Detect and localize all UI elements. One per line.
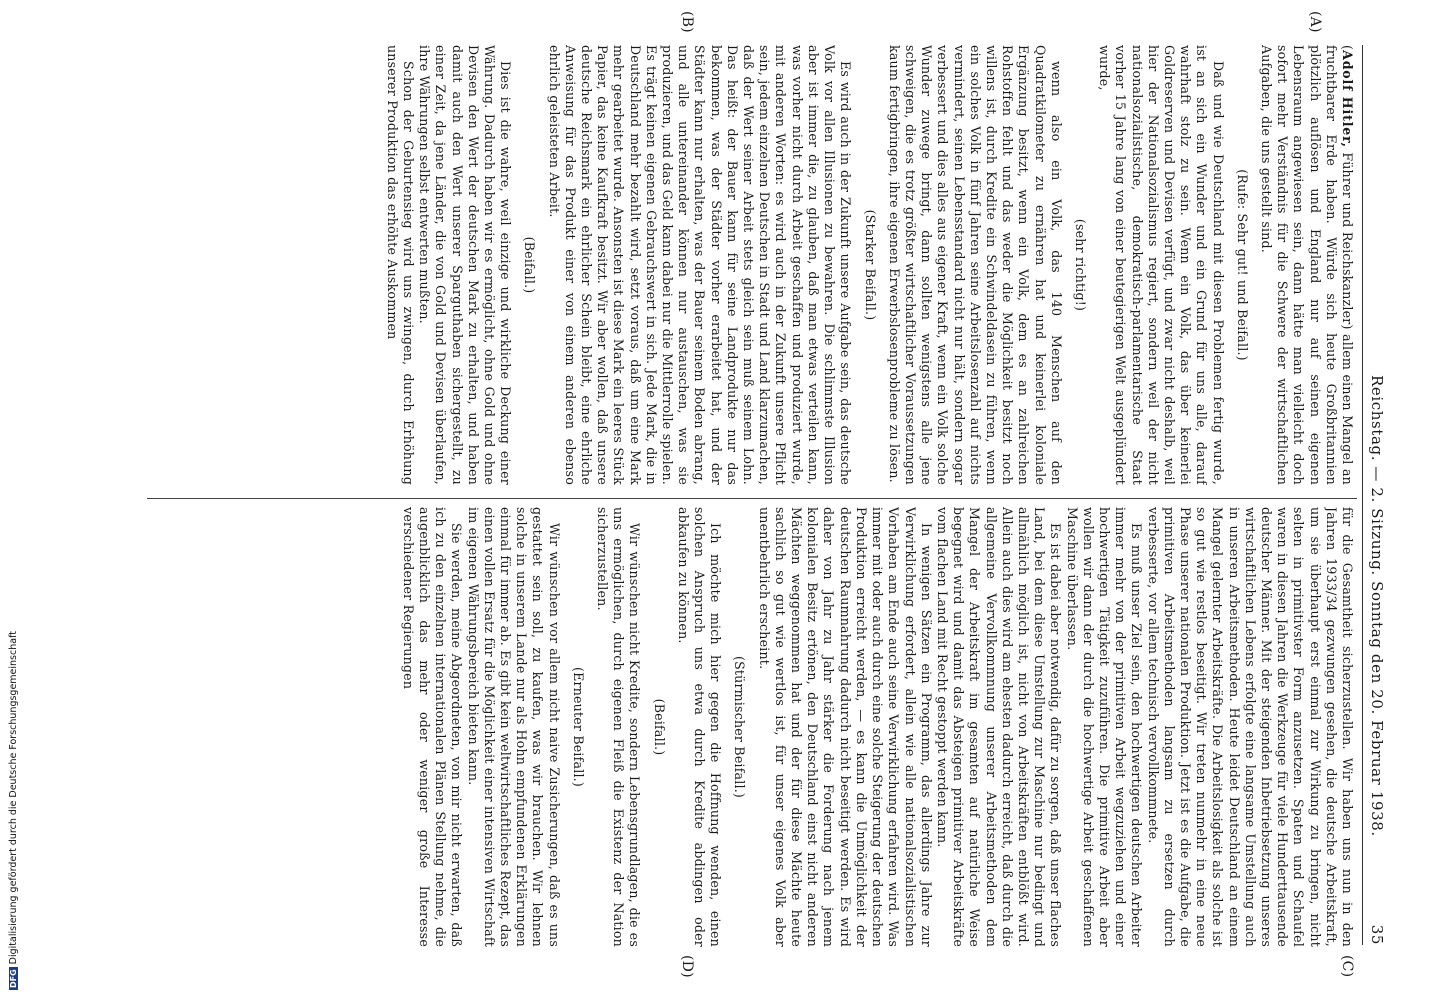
paragraph: Es wird auch in der Zukunft unsere Aufgabe sein, das deutsche Volk vor allen Illusionen zu bewahren. Die schlimmste Illusion aber ist immer die, zu glauben, daß man etwas verteilen kann, was vorher nicht durch Arbeit geschaffen und produziert wurde, mit anderen Worten: es wird auch in der Zukunft unsere Pflicht sein, jedem einzelnen Deutschen in Stadt und Land klarzumachen, daß der Wert seiner Arbeit stets gleich sein muß seinem Lohn. Das heißt: der Bauer kann für seine Landprodukte nur das bekommen, was der Städter vorher erarbeitet hat, und der Städter kann nur erhalten, was der Bauer seinem Boden abrang, und alle untereinander können nur austauschen, was sie produzieren, und das Geld kann dabei nur die Mittlerrolle spielen. Es trägt keinen eigenen Gebrauchswert in sich. Jede Mark, die in Deutschland mehr bezahlt wird, setzt voraus, daß um eine Mark mehr gearbeitet wurde. Ansonsten ist diese Mark ein leeres Stück Papier, das keine Kaufkraft besitzt. Wir aber wollen, daß unsere deutsche Reichsmark ein ehrlicher Schein bleibt, eine ehrliche Anweisung für das Produkt einer von einem anderen ebenso ehrlich geleisteten Arbeit. (546, 45, 854, 485)
interjection: (Rufe: Sehr gut! und Beifall.) (1234, 169, 1250, 361)
paragraph: Wir wünschen nicht Kredite, sondern Lebensgrundlagen, die es uns ermöglichen, durch eigenen Fleiß die Existenz der Nation sicherzustellen. (595, 507, 643, 947)
speaker-name: Adolf Hitler, (1340, 50, 1355, 148)
margin-mark-b: (B) (679, 11, 695, 33)
paragraph: Es muß unser Ziel sein, den hochwertigen deutschen Arbeiter immer mehr von der primitiven Arbeit wegzuziehen und einer hochwertigen Tätigkeit zuzuführen. Die primitive Arbeit aber wollen wir dann der durch die hochwertige Arbeit geschaffenen Maschine überlassen. (1064, 507, 1145, 947)
paragraph: In wenigen Sätzen ein Programm, das allerdings Jahre zur Verwirklichung erfordert, allein wie alle nationalsozialistischen Vorhaben am Ende auch seine Verwirklichung erfahren wird. Was immer mit oder auch durch eine solche Steigerung der deutschen Produktion erreicht werden, — es kann die Unmöglichkeit der deutschen Raumnahrung dadurch nicht beseitigt werden. Es wird daher von Jahr zu Jahr stärker die Forderung nach jenem kolonialen Besitz ertönen, den Deutschland einst nicht anderen Mächten weggenommen hat und der für diese Mächte heute sachlich so gut wie wertlos ist, für unser eigenes Volk aber unentbehrlich erscheint. (756, 507, 934, 947)
interjection: (Stürmischer Beifall.) (732, 655, 748, 799)
right-column (155, 507, 1355, 947)
paragraph: Wir wünschen vor allem nicht naive Zusicherungen, daß es uns gestattet sein soll, zu kaufen, was wir brauchen. Wir lehnen solche in unserem Lande nur als Hohn empfundenen Erklärungen einmal für immer ab. Es gibt kein weltwirtschaftliches Rezept, das einen vollen Ersatz für die Möglichkeit einer intensiven Wirtschaft im eigenen Währungsbereich bieten kann. (465, 507, 562, 947)
running-head-title: Reichstag. — 2. Sitzung. Sonntag den 20. Februar 1938. (1368, 375, 1386, 837)
interjection: (sehr richtig!) (1072, 218, 1088, 312)
dfg-logo: DFG (9, 969, 18, 988)
interjection: (Erneuter Beifall.) (570, 666, 586, 787)
interjection: (Beifall.) (522, 236, 538, 294)
margin-mark-a: (A) (1307, 11, 1323, 33)
credit-text: Digitalisierung gefördert durch die Deutsche Forschungsgemeinschaft (8, 631, 19, 965)
paragraph: Sie werden, meine Abgeordneten, von mir nicht erwarten, daß ich zu den einzelnen internationalen Plänen Stellung nehme, die augenblicklich das mehr oder weniger große Interesse verschiedener Regierungen (400, 507, 465, 947)
scanned-page (135, 11, 1386, 978)
header-rule (1362, 45, 1363, 945)
paragraph: Schon der Geburtensieg wird uns zwingen, durch Erhöhung unserer Produktion das erhöhte Auskommen (384, 45, 417, 485)
interjection: (Beifall.) (651, 698, 667, 756)
page-number: 35 (1368, 924, 1386, 945)
paragraph: (Adolf Hitler, Führer und Reichskanzler) allem einen Mangel an fruchtbarer Erde haben. Würde sich heute Großbritannien plötzlich auflösen und England nur auf seinen eigenen Lebensraum angewiesen sein, dann hätte man vielleicht doch sofort mehr Verständnis für die Schwere der wirtschaftlichen Aufgaben, die uns gestellt sind. (1258, 45, 1355, 485)
left-column (155, 45, 1355, 485)
paragraph: Dies ist die wahre, weil einzige und wirkliche Deckung einer Währung. Dadurch haben wir es ermöglicht, ohne Gold und ohne Devisen den Wert der deutschen Mark zu erhalten, und haben damit auch den Wert unserer Sparguthaben sichergestellt, zu einer Zeit, da jene Länder, die von Gold und Devisen überlaufen, ihre Währungen selbst entwerten mußten. (417, 45, 514, 485)
paragraph: Daß und wie Deutschland mit diesen Problemen fertig wurde, ist an sich ein Wunder und ein Grund für uns alle, darauf wahrhaft stolz zu sein. Wenn ein Volk, das über keinerlei Goldreserven und Devisen verfügt, und zwar nicht deshalb, weil hier der Nationalsozialismus regiert, sondern weil der nicht nationalsozialistische, demokratisch-parlamentarische Staat vorher 15 Jahre lang von einer beutegierigen Welt ausgeplündert wurde, (1097, 45, 1226, 485)
column-divider (147, 498, 1357, 499)
paragraph: Ich möchte mich hier gegen die Hoffnung wenden, einen solchen Anspruch uns etwa durch Kredite abdingen oder abkaufen zu können. (675, 507, 724, 947)
paragraph: Es ist dabei aber notwendig, dafür zu sorgen, daß unser flaches Land, bei dem diese Umstellung zur Maschine nur bedingt und allmählich möglich ist, nicht von Arbeitskräften entblößt wird. Allein auch dies wird am ehesten dadurch erreicht, daß durch die allgemeine Vervollkommnung unserer Arbeitsmethoden dem Mangel der Arbeitskraft im gesamten auf natürliche Weise begegnet wird und damit das Absteigen primitiver Arbeitskräfte vom flachen Land mit Recht gestoppt werden kann. (934, 507, 1064, 947)
interjection: (Starker Beifall.) (862, 209, 878, 321)
paragraph: für die Gesamtheit sicherzustellen. Wir haben uns nun in den Jahren 1933/34 gezwungen gesehen, die deutsche Arbeitskraft, um sie überhaupt erst einmal zur Wirkung zu bringen, nicht selten in primitivster Form anzusetzen. Spaten und Schaufel waren in diesen Jahren die Werkzeuge für viele Hunderttausende deutscher Männer. Mit der steigenden Inbetriebsetzung unseres wirtschaftlichen Lebens erfolgte eine langsame Umstellung auch in unseren Arbeitsmethoden. Heute leidet Deutschland an einem Mangel gelernter Arbeitskräfte. Die Arbeitslosigkeit als solche ist so gut wie restlos beseitigt. Wir treten nunmehr in eine neue Phase unserer nationalen Produktion. Jetzt ist es die Aufgabe, die primitiven Arbeitsmethoden langsam zu ersetzen durch verbesserte, vor allem technisch vervollkommnete. (1145, 507, 1355, 947)
digitization-credit (8, 631, 19, 990)
margin-mark-d: (D) (679, 955, 695, 978)
margin-mark-c: (C) (1339, 955, 1355, 978)
paragraph: wenn also ein Volk, das 140 Menschen auf den Quadratkilometer zu ernähren hat und keinerlei koloniale Ergänzung besitzt, wenn ein Volk, dem es an zahlreichen Rohstoffen fehlt und das weder die Möglichkeit besitzt noch willens ist, durch Kredite ein Schwindeldasein zu führen, wenn ein solches Volk in fünf Jahren seine Arbeitslosenzahl auf nichts vermindert, seinen Lebensstandard nicht nur hält, sondern sogar verbessert und dies alles aus eigener Kraft, wenn ein Volk solche Wunder zuwege bringt, dann sollten wenigstens alle jene schweigen, die es trotz größter wirtschaftlicher Voraussetzungen kaum fertigbringen, ihre eigenen Erwerbslosenprobleme zu lösen. (886, 45, 1064, 485)
running-head (1365, 45, 1385, 945)
paragraph-text: Führer und Reichskanzler) allem einen Mangel an fruchtbarer Erde haben. Würde sich heute Großbritannien plötzlich auflösen und England nur auf seinen eigenen Lebensraum angewiesen sein, dann hätte man vielleicht doch sofort mehr Verständnis für die Schwere der wirtschaftlichen Aufgaben, die uns gestellt sind. (1258, 45, 1355, 485)
